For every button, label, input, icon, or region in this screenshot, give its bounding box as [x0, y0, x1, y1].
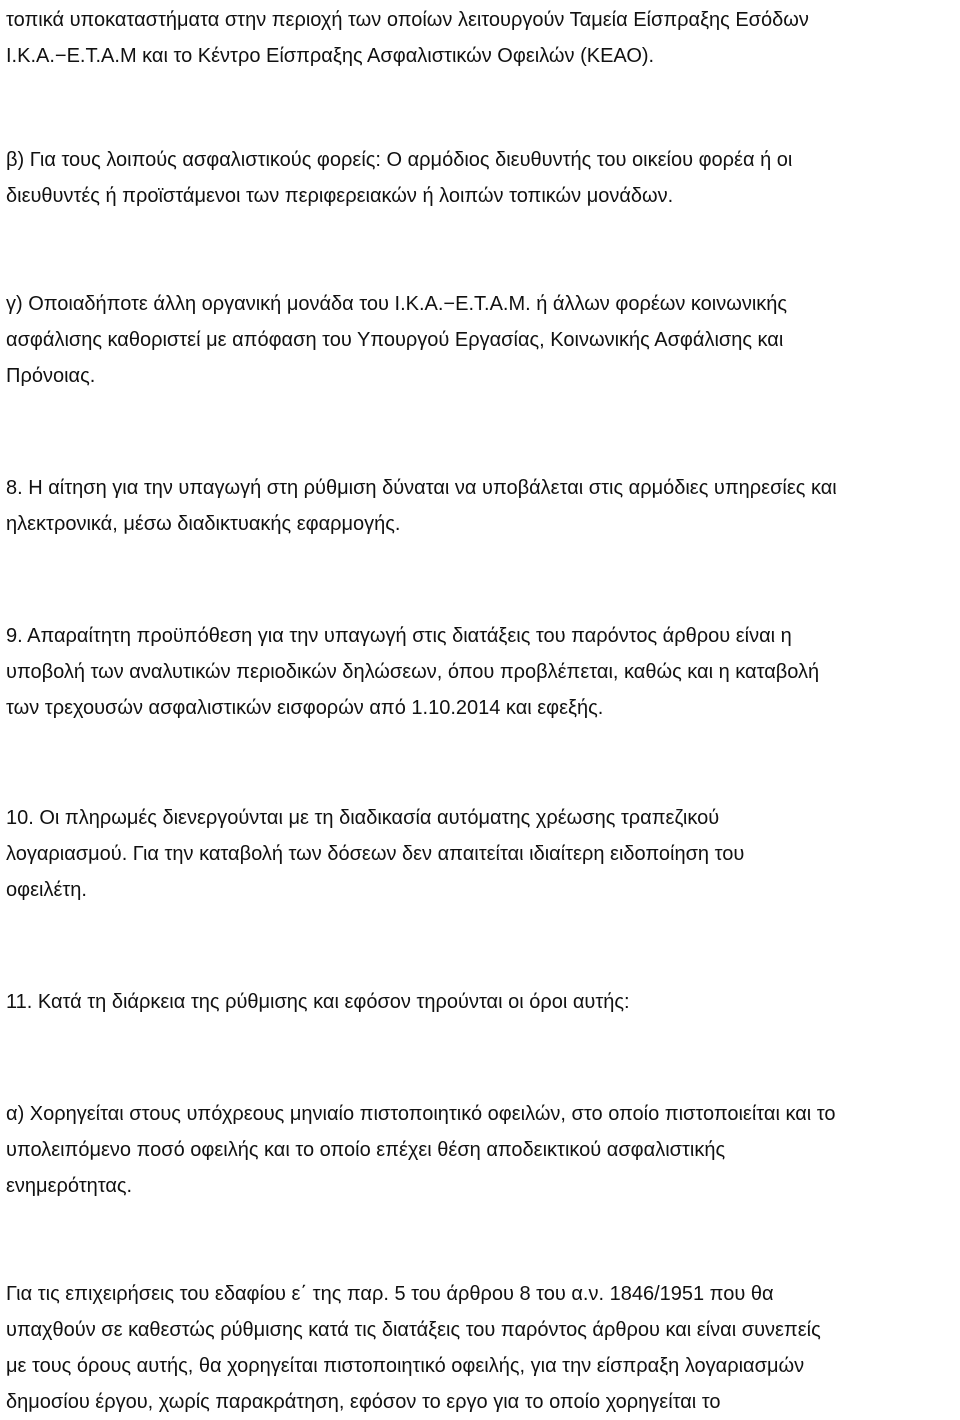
text-line: α) Χορηγείται στους υπόχρεους μηνιαίο πιστοποιητικό οφειλών, στο οποίο πιστοποιείται και το — [6, 1103, 836, 1125]
text-line: 8. Η αίτηση για την υπαγωγή στη ρύθμιση δύναται να υποβάλεται στις αρμόδιες υπηρεσίες και — [6, 477, 837, 499]
text-line: γ) Οποιαδήποτε άλλη οργανική μονάδα του Ι.Κ.Α.−Ε.Τ.Α.Μ. ή άλλων φορέων κοινωνικής — [6, 293, 788, 315]
text-line: ασφάλισης καθοριστεί με απόφαση του Υπουργού Εργασίας, Κοινωνικής Ασφάλισης και — [6, 329, 784, 351]
text-line: των τρεχουσών ασφαλιστικών εισφορών από 1.10.2014 και εφεξής. — [6, 697, 604, 719]
text-line: β) Για τους λοιπούς ασφαλιστικούς φορείς: Ο αρμόδιος διευθυντής του οικείου φορέα ή οι — [6, 149, 793, 171]
text-line: διευθυντές ή προϊστάμενοι των περιφερειακών ή λοιπών τοπικών μονάδων. — [6, 185, 674, 207]
text-line: Ι.Κ.Α.−Ε.Τ.Α.Μ και το Κέντρο Είσπραξης Ασφαλιστικών Οφειλών (ΚΕΑΟ). — [6, 45, 655, 67]
text-line: τοπικά υποκαταστήματα στην περιοχή των οποίων λειτουργούν Ταμεία Είσπραξης Εσόδων — [6, 9, 809, 31]
paragraph-item-b — [6, 142, 960, 214]
text-line: 9. Απαραίτητη προϋπόθεση για την υπαγωγή στις διατάξεις του παρόντος άρθρου είναι η — [6, 625, 792, 647]
paragraph-section-10 — [6, 800, 960, 908]
text-line: ηλεκτρονικά, μέσω διαδικτυακής εφαρμογής. — [6, 513, 401, 535]
text-line: υποβολή των αναλυτικών περιοδικών δηλώσεων, όπου προβλέπεται, καθώς και η καταβολή — [6, 661, 820, 683]
paragraph-section-8 — [6, 470, 960, 542]
paragraph-section-11 — [6, 984, 960, 1020]
text-line: λογαριασμού. Για την καταβολή των δόσεων δεν απαιτείται ιδιαίτερη ειδοποίηση του — [6, 843, 745, 865]
text-line: 11. Κατά τη διάρκεια της ρύθμισης και εφόσον τηρούνται οι όροι αυτής: — [6, 991, 630, 1013]
text-line: Πρόνοιας. — [6, 365, 96, 387]
text-line: 10. Οι πληρωμές διενεργούνται με τη διαδικασία αυτόματης χρέωσης τραπεζικού — [6, 807, 720, 829]
text-line: υπολειπόμενο ποσό οφειλής και το οποίο επέχει θέση αποδεικτικού ασφαλιστικής — [6, 1139, 726, 1161]
text-line: δημοσίου έργου, χωρίς παρακράτηση, εφόσον το εργο για το οποίο χορηγείται το — [6, 1391, 721, 1413]
text-line: με τους όρους αυτής, θα χορηγείται πιστοποιητικό οφειλής, για την είσπραξη λογαριασμών — [6, 1355, 805, 1377]
paragraph-item-a — [6, 1096, 960, 1204]
paragraph-intro-continuation — [6, 2, 960, 74]
text-line: υπαχθούν σε καθεστώς ρύθμισης κατά τις διατάξεις του παρόντος άρθρου και είναι συνεπείς — [6, 1319, 821, 1341]
paragraph-enterprises-note — [6, 1276, 960, 1420]
text-line: ενημερότητας. — [6, 1175, 133, 1197]
paragraph-section-9 — [6, 618, 960, 726]
text-line: Για τις επιχειρήσεις του εδαφίου ε΄ της παρ. 5 του άρθρου 8 του α.ν. 1846/1951 που θα — [6, 1283, 774, 1305]
text-line: οφειλέτη. — [6, 879, 87, 901]
paragraph-item-c — [6, 286, 960, 394]
